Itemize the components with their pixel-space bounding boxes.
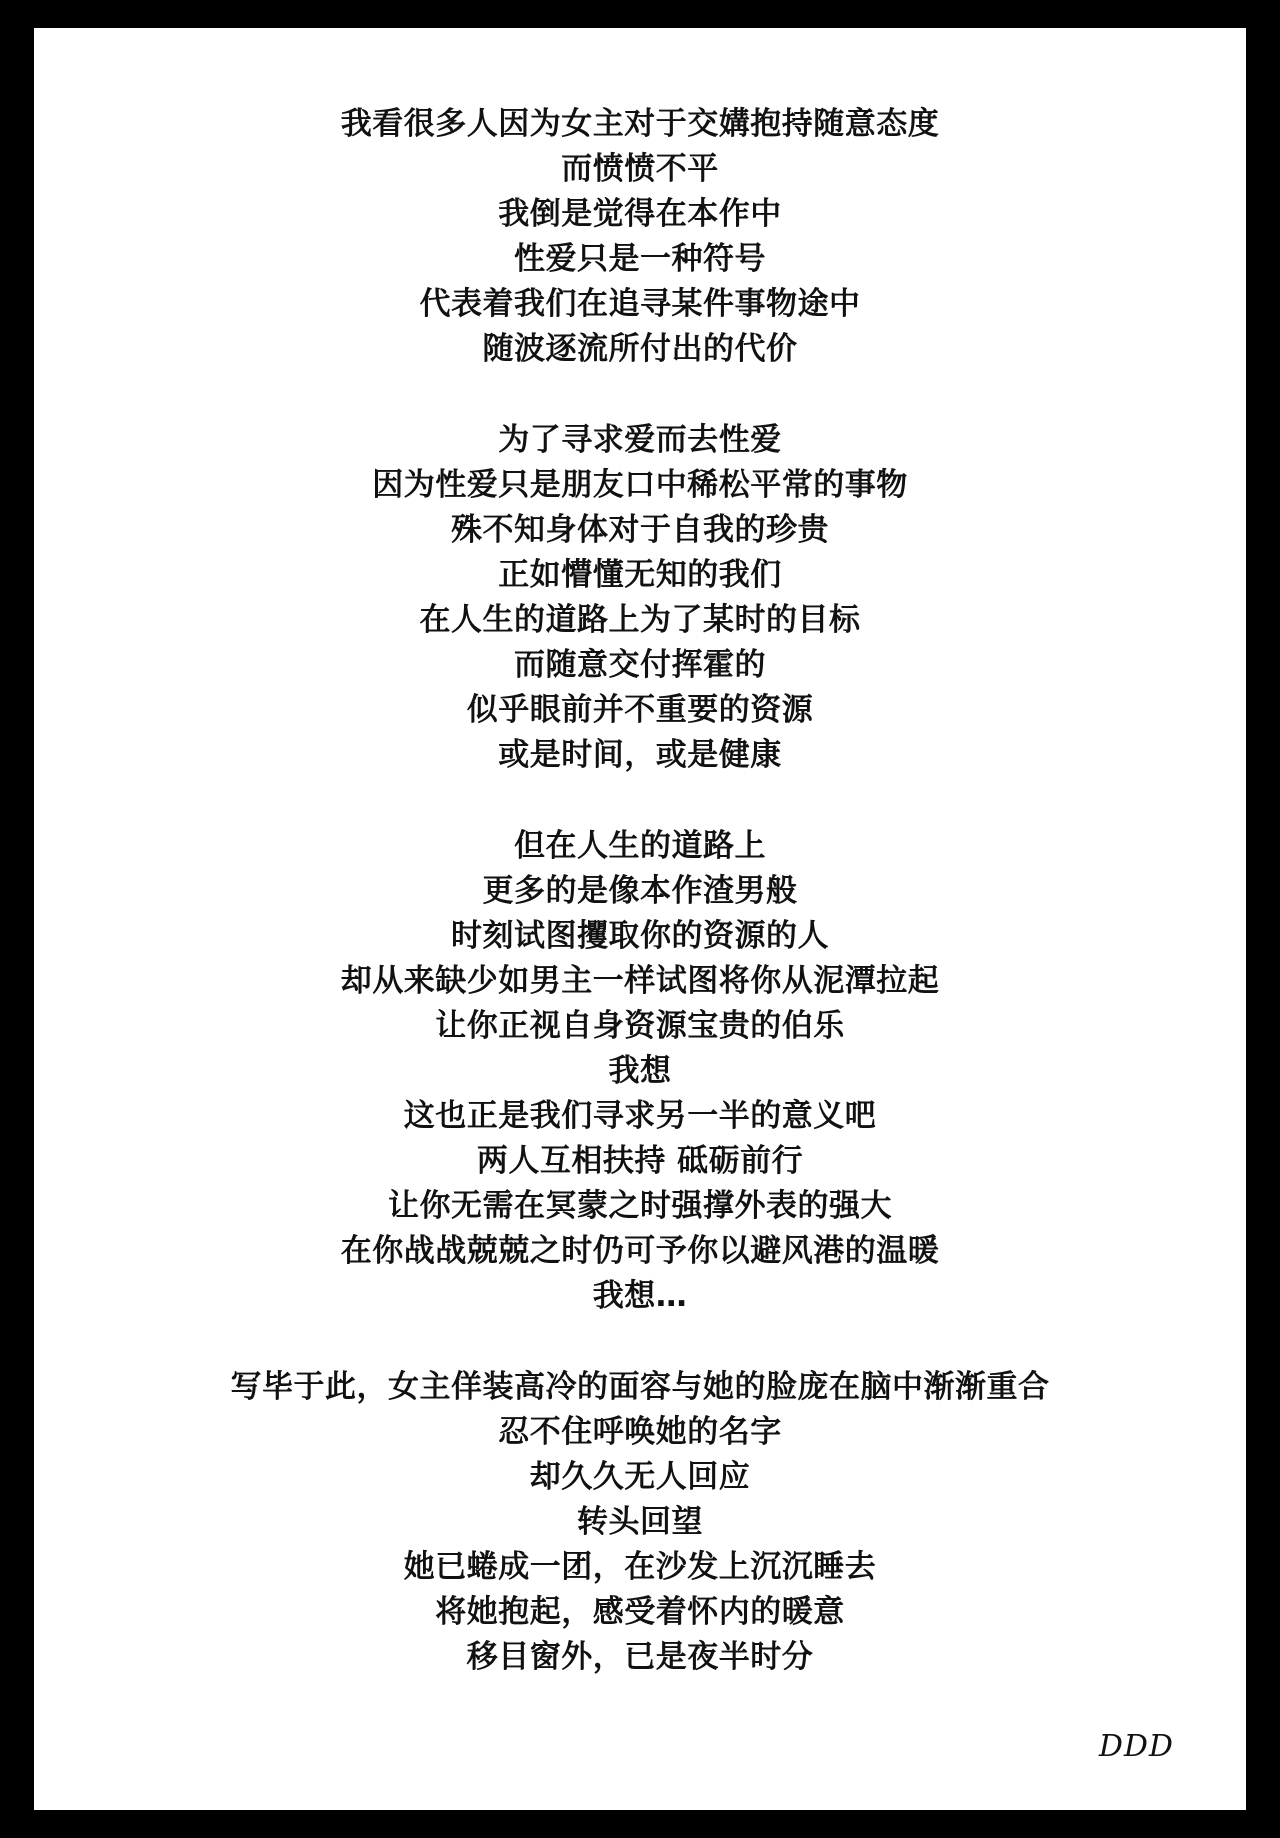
- text-line: 随波逐流所付出的代价: [482, 331, 798, 367]
- text-line: 让你正视自身资源宝贵的伯乐: [435, 1008, 845, 1044]
- text-line: 却从来缺少如男主一样试图将你从泥潭拉起: [340, 963, 940, 999]
- stanza-4: [74, 1365, 1206, 1680]
- text-line: 殊不知身体对于自我的珍贵: [451, 512, 829, 548]
- text-line: 性爱只是一种符号: [514, 241, 766, 277]
- signature: DDD: [1098, 1729, 1174, 1764]
- text-line: 因为性爱只是朋友口中稀松平常的事物: [372, 467, 908, 503]
- text-line: 忍不住呼唤她的名字: [498, 1414, 782, 1450]
- text-line: 我想…: [592, 1278, 688, 1314]
- text-line: 在人生的道路上为了某时的目标: [419, 602, 861, 638]
- stanza-3: [74, 824, 1206, 1319]
- text-line: 写毕于此，女主佯装高冷的面容与她的脸庞在脑中渐渐重合: [230, 1369, 1050, 1405]
- text-line: 为了寻求爱而去性爱: [498, 422, 782, 458]
- text-line: 两人互相扶持 砥砺前行: [476, 1143, 804, 1179]
- text-line: 将她抱起，感受着怀内的暖意: [435, 1594, 845, 1630]
- text-line: 她已蜷成一团，在沙发上沉沉睡去: [403, 1549, 877, 1585]
- stanza-1: [74, 102, 1206, 372]
- text-line: 我看很多人因为女主对于交媾抱持随意态度: [340, 106, 940, 142]
- text-line: 我倒是觉得在本作中: [498, 196, 782, 232]
- text-line: 让你无需在冥蒙之时强撑外表的强大: [388, 1188, 892, 1224]
- text-line: 正如懵懂无知的我们: [498, 557, 782, 593]
- text-line: 代表着我们在追寻某件事物途中: [419, 286, 861, 322]
- text-line: 但在人生的道路上: [514, 828, 766, 864]
- text-line: 这也正是我们寻求另一半的意义吧: [403, 1098, 877, 1134]
- text-line: 而随意交付挥霍的: [514, 647, 766, 683]
- text-line: 移目窗外，已是夜半时分: [466, 1639, 814, 1675]
- stanza-2: [74, 418, 1206, 778]
- text-line: 似乎眼前并不重要的资源: [466, 692, 814, 728]
- text-line: 却久久无人回应: [529, 1459, 751, 1495]
- text-line: 而愤愤不平: [561, 151, 719, 187]
- text-line: 更多的是像本作渣男般: [482, 873, 798, 909]
- paper-sheet: [34, 28, 1246, 1810]
- text-line: 时刻试图攫取你的资源的人: [451, 918, 829, 954]
- text-line: 转头回望: [577, 1504, 703, 1540]
- text-line: 在你战战兢兢之时仍可予你以避风港的温暖: [340, 1233, 940, 1269]
- text-line: 我想: [608, 1053, 672, 1089]
- text-line: 或是时间，或是健康: [498, 737, 782, 773]
